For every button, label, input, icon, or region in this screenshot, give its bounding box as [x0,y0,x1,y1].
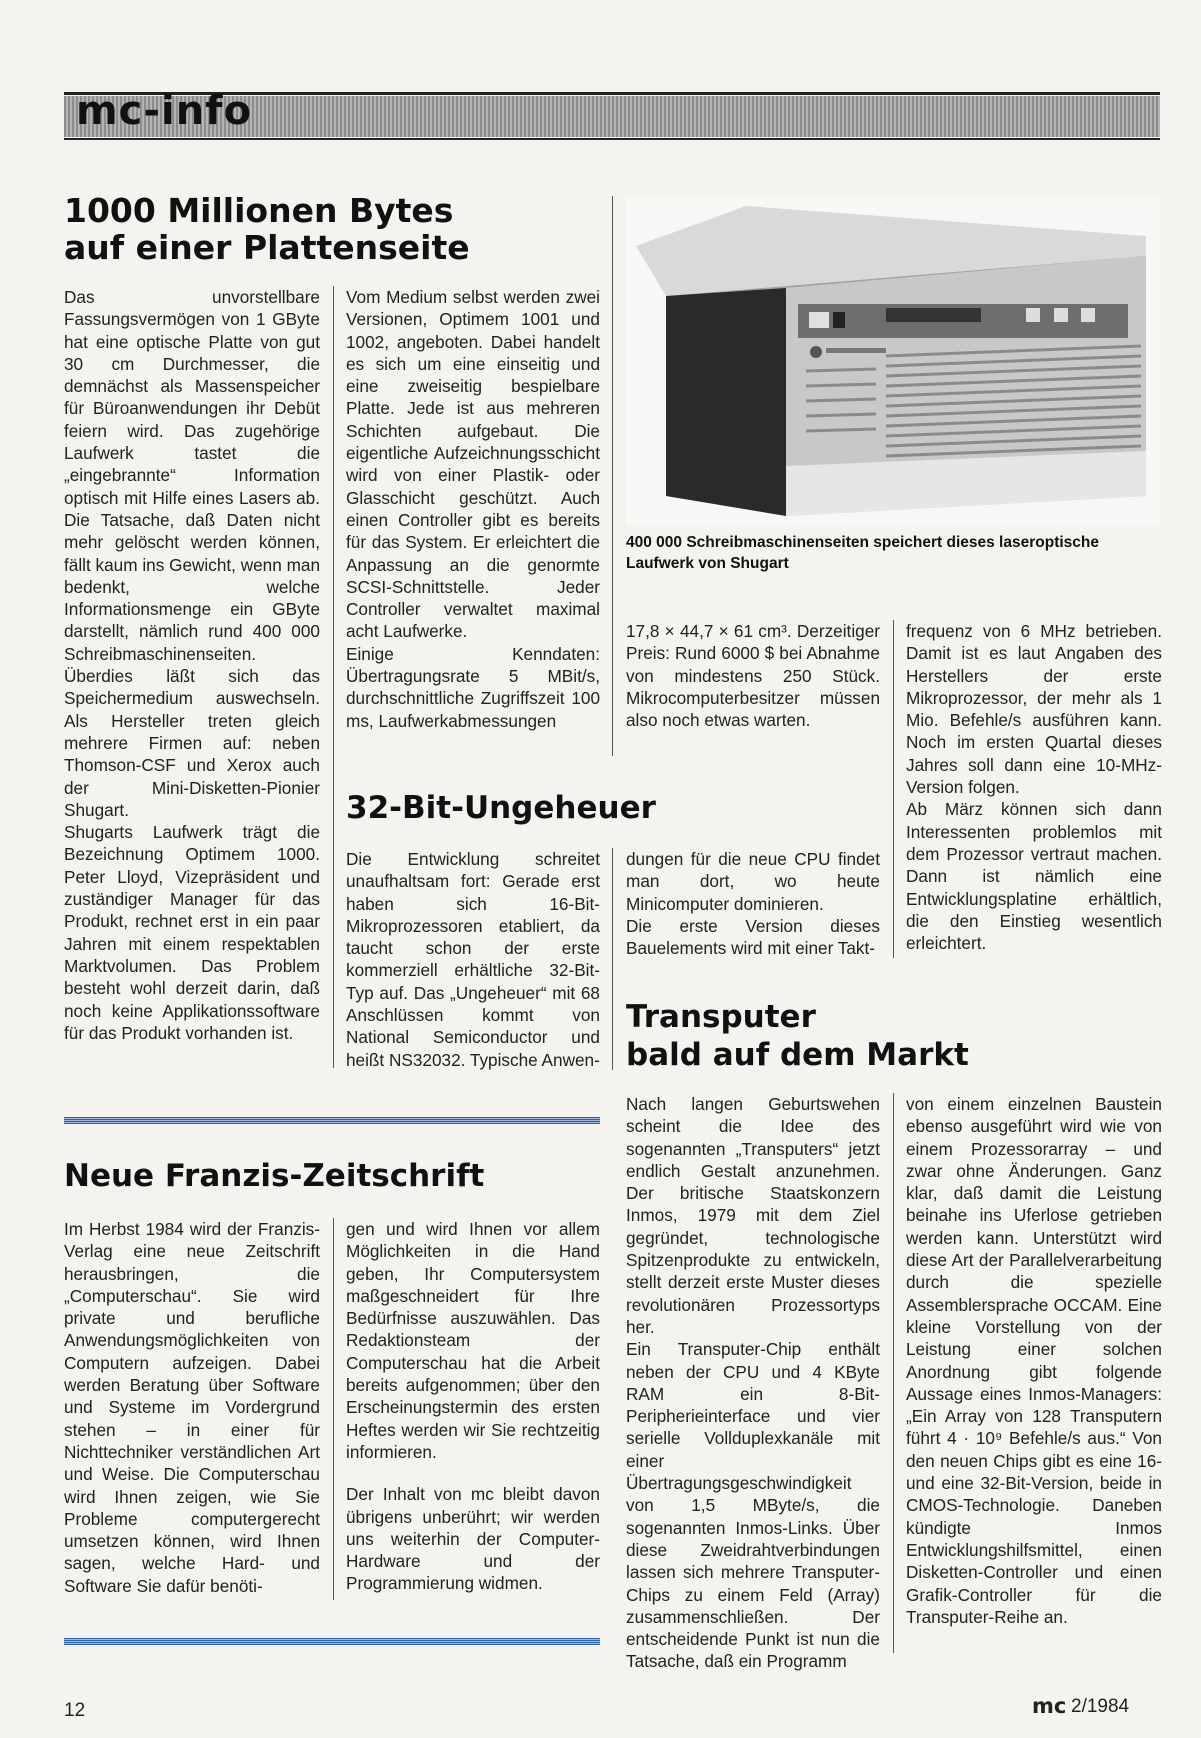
article1-headline [64,192,470,266]
article2-col2-para1: dungen für die neue CPU findet man dort, wo heute Minicomputer dominieren. [626,849,880,914]
column-divider [333,1218,334,1600]
article3-col2-para2: Der Inhalt von mc bleibt davon übrigens unberührt; wir werden uns weiterhin der Computer-Hardware und der Programmierung widmen. [346,1484,600,1594]
article2-headline: 32-Bit-Ungeheuer [346,790,656,826]
column-divider [612,196,613,756]
article2-col3-para2: Ab März können sich dann Interessenten problemlos mit dem Prozessor vertraut machen. Dann ist nämlich eine Entwicklungsplatine erhältlich, die den Einstieg wesentlich erleichtert. [906,799,1162,954]
article4-headline-line1: Transputer [626,999,816,1035]
section-divider-bar [64,1638,600,1645]
article1-headline-line1: 1000 Millionen Bytes [64,191,454,230]
photo-caption: 400 000 Schreibmaschinenseiten speichert dieses laseroptische Laufwerk von Shugart [626,534,1099,572]
article4-col1-para2: Ein Transputer-Chip enthält neben der CPU und 4 KByte RAM ein 8-Bit-Peripherieinterface und vier serielle Vollduplexkanäle mit einer Übertragungsgeschwindigkeit von 1,5 MByte/s, die sogenannten Inmos-Links. Über diese Zweidrahtverbindungen lassen sich mehrere Transputer-Chips zu einem Feld (Array) zusammenschließen. Der entscheidende Punkt ist nun die Tatsache, daß ein Programm [626,1339,880,1672]
article1-col2-para2: Einige Kenndaten: Übertragungsrate 5 MBit/s, durchschnittliche Zugriffszeit 100 ms, Laufwerkabmessungen [346,643,600,731]
magazine-logo: mc [1032,1694,1067,1718]
article4-column1 [626,1093,880,1673]
article4-column2: von einem einzelnen Baustein ebenso ausgeführt wird wie von einem Prozessorarray – und zwar ohne Änderungen. Ganz klar, daß damit die Leistung beinahe ins Uferlose getrieben werden kann. Unterstützt wird diese Art der Parallelverarbeitung durch die spezielle Assemblersprache OCCAM. Eine kleine Vorstellung von der Leistung einer solchen Anordnung gibt folgende Aussage eines Inmos-Managers: „Ein Array von 128 Transputern führt 4 · 10⁹ Befehle/s aus.“ Von den neuen Chips gibt es eine 16- und eine 32-Bit-Version, beide in CMOS-Technologie. Daneben kündigte Inmos Entwicklungshilfsmittel, einen Disketten-Controller und einen Grafik-Controller für die Transputer-Reihe an. [906,1094,1162,1627]
column-divider [333,286,334,1068]
article2-column2 [626,848,880,959]
article4-col1-para1: Nach langen Geburtswehen scheint die Idee des sogenannten „Transputers“ jetzt endlich Gestalt anzunehmen. Der britische Staatskonzern Inmos, 1979 mit dem Ziel gegründet, technologische Spitzenprodukte zu entwickeln, stellt derzeit erste Muster dieses revolutionären Prozessortyps her. [626,1094,880,1337]
article1-headline-line2: auf einer Plattenseite [64,228,470,267]
column-divider [893,1093,894,1653]
article3-headline: Neue Franzis-Zeitschrift [64,1158,485,1194]
article3-column2 [346,1218,600,1595]
section-divider-bar [64,1117,600,1124]
article1-col1-para2: Shugarts Laufwerk trägt die Bezeichnung Optimem 1000. Peter Lloyd, Vizepräsident und zuständiger Manager für das Produkt, rechnet erst in ein paar Jahren mit einem respektablen Marktvolumen. Das Problem besteht wohl derzeit darin, daß noch keine Applikationssoftware für das Produkt vorhanden ist. [64,822,320,1043]
article2-col2-para2: Die erste Version dieses Bauelements wird mit einer Takt- [626,915,880,959]
article1-column3: 17,8 × 44,7 × 61 cm³. Derzeitiger Preis: Rund 6000 $ bei Abnahme von mindestens 250 Stück. Mikrocomputerbesitzer müssen also noch etwas warten. [626,621,880,731]
article2-column3 [906,620,1162,954]
article1-col1-para1: Das unvorstellbare Fassungsvermögen von 1 GByte hat eine optische Platte von gut 30 cm Durchmesser, die demnächst als Massenspeicher für Büroanwendungen ihr Debüt feiern wird. Das zugehörige Laufwerk tastet die „eingebrannte“ Information optisch mit Hilfe eines Lasers ab. Die Tatsache, daß Daten nicht mehr gelöscht werden können, fällt kaum ins Gewicht, wenn man bedenkt, welche Informationsmenge ein GByte darstellt, nämlich rund 400 000 Schreibmaschinenseiten. Überdies läßt sich das Speichermedium auswechseln. Als Hersteller treten gleich mehrere Firmen auf: neben Thomson-CSF und Xerox auch der Mini-Disketten-Pionier Shugart. [64,287,321,820]
banner-bottom-rule [64,138,1160,140]
page-number: 12 [64,1700,86,1721]
article2-column1: Die Entwicklung schreitet unaufhaltsam fort: Gerade erst haben sich 16-Bit-Mikroprozessoren etabliert, da taucht schon der erste kommerziell erhältliche 32-Bit-Typ auf. Das „Ungeheuer“ mit 68 Anschlüssen kommt von National Semiconductor und heißt NS32032. Typische Anwen- [346,849,600,1070]
section-banner-title: mc-info [76,88,253,134]
issue-number: 2/1984 [1071,1696,1130,1717]
article3-col2-para1: gen und wird Ihnen vor allem Möglichkeiten in die Hand geben, Ihr Computersystem maßgeschneidert für Ihre Bedürfnisse auszuwählen. Das Redaktionsteam der Computerschau hat die Arbeit bereits aufgenommen; über den Erscheinungstermin des ersten Heftes werden wir Sie rechtzeitig informieren. [346,1219,600,1462]
article4-headline-line2: bald auf dem Markt [626,1037,969,1073]
article1-col2-para1: Vom Medium selbst werden zwei Versionen, Optimem 1001 und 1002, angeboten. Dabei handelt es sich um eine einseitig und eine zweiseitig bespielbare Platte. Jede ist aus mehreren Schichten aufgebaut. Die eigentliche Aufzeichnungsschicht wird von einer Plastik- oder Glasschicht geschützt. Auch einen Controller gibt es bereits für das System. Er erleichtert die Anpassung an die genormte SCSI-Schnittstelle. Jeder Controller verwaltet maximal acht Laufwerke. [346,287,600,642]
article1-column2 [346,286,600,732]
column-divider [893,620,894,958]
laser-disk-drive-photo [626,196,1161,526]
article2-col3-para1: frequenz von 6 MHz betrieben. Damit ist es laut Angaben des Herstellers der erste Mikroprozessor, der mehr als 1 Mio. Befehle/s ausführen kann. Noch im ersten Quartal dieses Jahres soll dann eine 10-MHz-Version folgen. [906,621,1162,798]
article1-column1 [64,286,320,1044]
article3-column1: Im Herbst 1984 wird der Franzis-Verlag eine neue Zeitschrift herausbringen, die „Computerschau“. Sie wird private und berufliche Anwendungsmöglichkeiten von Computern aufzeigen. Dabei werden Beratung über Software und Systeme im Vordergrund stehen – in einer für Nichttechniker verständlichen Art und Weise. Die Computerschau wird Ihnen zeigen, wie Sie Probleme computergerecht umsetzen können, wird Ihnen sagen, welche Hard- und Software Sie dafür benöti- [64,1219,320,1596]
column-divider [612,848,613,1070]
article4-headline [626,998,969,1074]
